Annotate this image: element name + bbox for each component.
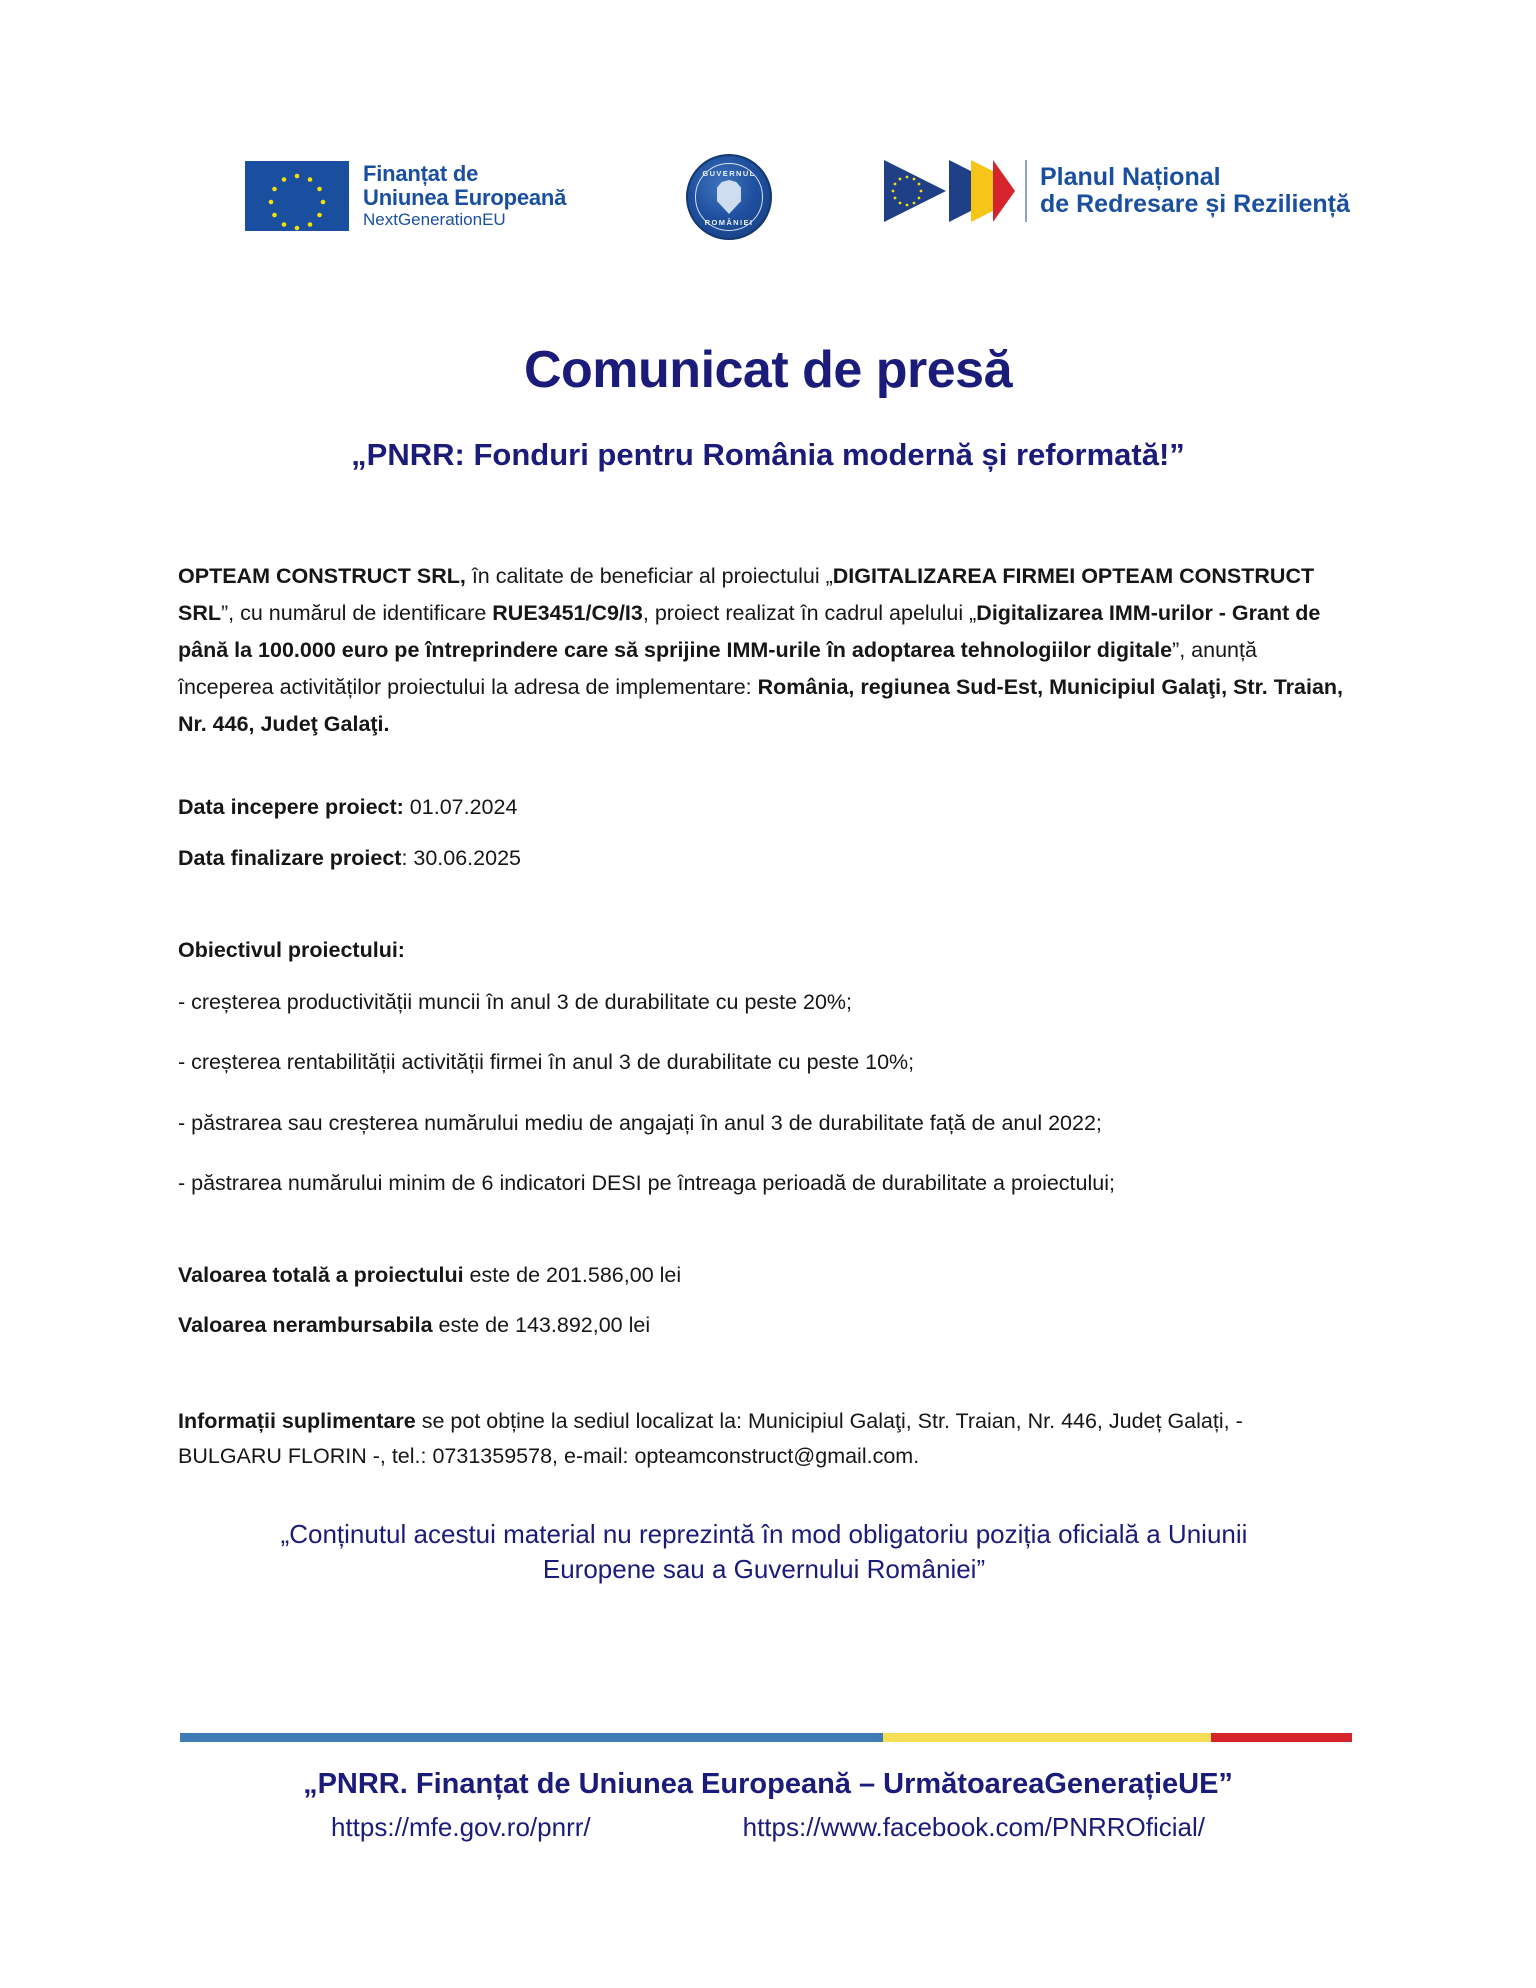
pnrr-arrow-marks: [884, 160, 1015, 222]
intro-id-number: RUE3451/C9/I3: [492, 600, 643, 625]
pnrr-divider: [1025, 160, 1027, 222]
footer-title: „PNRR. Finanțat de Uniunea Europeană – UrmătoareaGenerațieUE”: [303, 1768, 1233, 1800]
seal-top-text: GUVERNUL: [702, 169, 756, 178]
eu-logo-text: [363, 162, 566, 229]
project-end-date-value: : 30.06.2025: [401, 846, 521, 871]
grant-value-amount: este de 143.892,00 lei: [432, 1313, 651, 1338]
pnrr-logo-text: [1040, 164, 1350, 219]
eu-funding-logo: [245, 161, 566, 231]
objective-item: - păstrarea numărului minim de 6 indicatori DESI pe întreaga perioadă de durabilitate a proiectului;: [178, 1171, 1115, 1196]
bar-red-segment: [1211, 1733, 1352, 1742]
contact-paragraph: [178, 1404, 1350, 1475]
eu-logo-line3: NextGenerationEU: [363, 210, 506, 230]
eu-logo-line1: Finanțat de: [363, 161, 479, 187]
intro-call-name: Digitalizarea IMM-urilor - Grant de până la 100.000 euro pe întreprindere care să sprijine IMM-urile în adoptarea tehnologiilor digitale: [178, 600, 1321, 662]
total-value-label: Valoarea totală a proiectului: [178, 1262, 464, 1287]
eu-arrow-stars-icon: [890, 174, 924, 208]
footer-link-mfe[interactable]: https://mfe.gov.ro/pnrr/: [330, 1812, 591, 1842]
tricolor-blue-band: [949, 160, 971, 222]
spacer: [178, 1227, 1350, 1257]
total-value-line: [178, 1257, 1350, 1294]
project-start-date-label: Data incepere proiect:: [178, 794, 404, 819]
objectives-heading: Obiectivul proiectului:: [178, 938, 405, 963]
intro-text-1: în calitate de beneficiar al proiectului „: [465, 564, 833, 588]
eu-flag-icon: [245, 161, 349, 231]
tricolor-divider-bar: [180, 1733, 1352, 1742]
intro-text-4: ”, anunță începerea activităților proiectului la adresa de implementare:: [178, 637, 1257, 699]
eu-stars-icon: [245, 161, 349, 231]
tricolor-red-band: [993, 160, 1015, 222]
intro-paragraph: [178, 558, 1350, 743]
disclaimer-line1: „Conținutul acestui material nu reprezintă în mod obligatoriu poziția oficială a Uniunii: [280, 1519, 1248, 1550]
intro-project-name: DIGITALIZAREA FIRMEI OPTEAM CONSTRUCT SRL: [178, 564, 1315, 625]
footer-link-facebook[interactable]: https://www.facebook.com/PNRROficial/: [742, 1812, 1205, 1842]
disclaimer-text: [178, 1517, 1350, 1587]
grant-value-line: [178, 1307, 1350, 1344]
eu-arrow-icon: [884, 160, 946, 222]
spacer: [178, 892, 1350, 938]
bar-yellow-segment: [883, 1733, 1211, 1742]
pnrr-logo-line1: Planul Național: [1040, 162, 1221, 191]
contact-text: se pot obține la sediul localizat la: Municipiul Galaţi, Str. Traian, Nr. 446, Județ Galați, - BULGARU FLORIN -, tel.: 0731359578, e-mail: opteamconstruct@gmail.com.: [178, 1408, 1243, 1469]
seal-bottom-text: ROMÂNIEI: [704, 218, 754, 227]
romania-tricolor-arrow-icon: [949, 160, 1015, 222]
total-value-amount: este de 201.586,00 lei: [463, 1262, 682, 1287]
objective-item: - păstrarea sau creșterea numărului mediu de angajați în anul 3 de durabilitate față de anul 2022;: [178, 1110, 1102, 1135]
project-end-date-label: Data finalizare proiect: [178, 846, 402, 871]
intro-company: OPTEAM CONSTRUCT SRL,: [178, 564, 466, 588]
bar-blue-segment: [180, 1733, 883, 1742]
header-logo-strip: [0, 68, 1536, 230]
intro-text-2: ”, cu numărul de identificare: [221, 600, 493, 625]
footer-links: [0, 1812, 1536, 1843]
project-end-date: [178, 840, 1350, 878]
guvernul-romaniei-seal-icon: [686, 154, 772, 240]
pnrr-logo-line2: de Redresare și Reziliență: [1040, 190, 1350, 218]
tricolor-yellow-band: [971, 160, 993, 222]
spacer: [178, 743, 1350, 789]
project-start-date-value: 01.07.2024: [403, 794, 518, 819]
project-start-date: [178, 789, 1350, 827]
page-subtitle: „PNRR: Fonduri pentru România modernă și reformată!”: [351, 437, 1185, 472]
document-body: [178, 558, 1350, 1587]
page-title: Comunicat de presă: [523, 341, 1013, 399]
contact-label: Informații suplimentare: [178, 1408, 416, 1433]
grant-value-label: Valoarea nerambursabila: [178, 1313, 433, 1338]
disclaimer-line2: Europene sau a Guvernului României”: [542, 1554, 986, 1585]
eu-logo-line2: Uniunea Europeană: [363, 184, 567, 210]
objective-item: - creșterea rentabilității activității firmei în anul 3 de durabilitate cu peste 10%;: [178, 1050, 915, 1075]
intro-address: România, regiunea Sud-Est, Municipiul Galaţi, Str. Traian, Nr. 446, Judeţ Galaţi.: [178, 674, 1344, 736]
intro-text-3: , proiect realizat în cadrul apelului „: [642, 600, 977, 625]
spacer: [178, 1358, 1350, 1404]
pnrr-logo: [884, 160, 1350, 222]
objective-item: - creșterea productivității muncii în anul 3 de durabilitate cu peste 20%;: [178, 990, 853, 1015]
